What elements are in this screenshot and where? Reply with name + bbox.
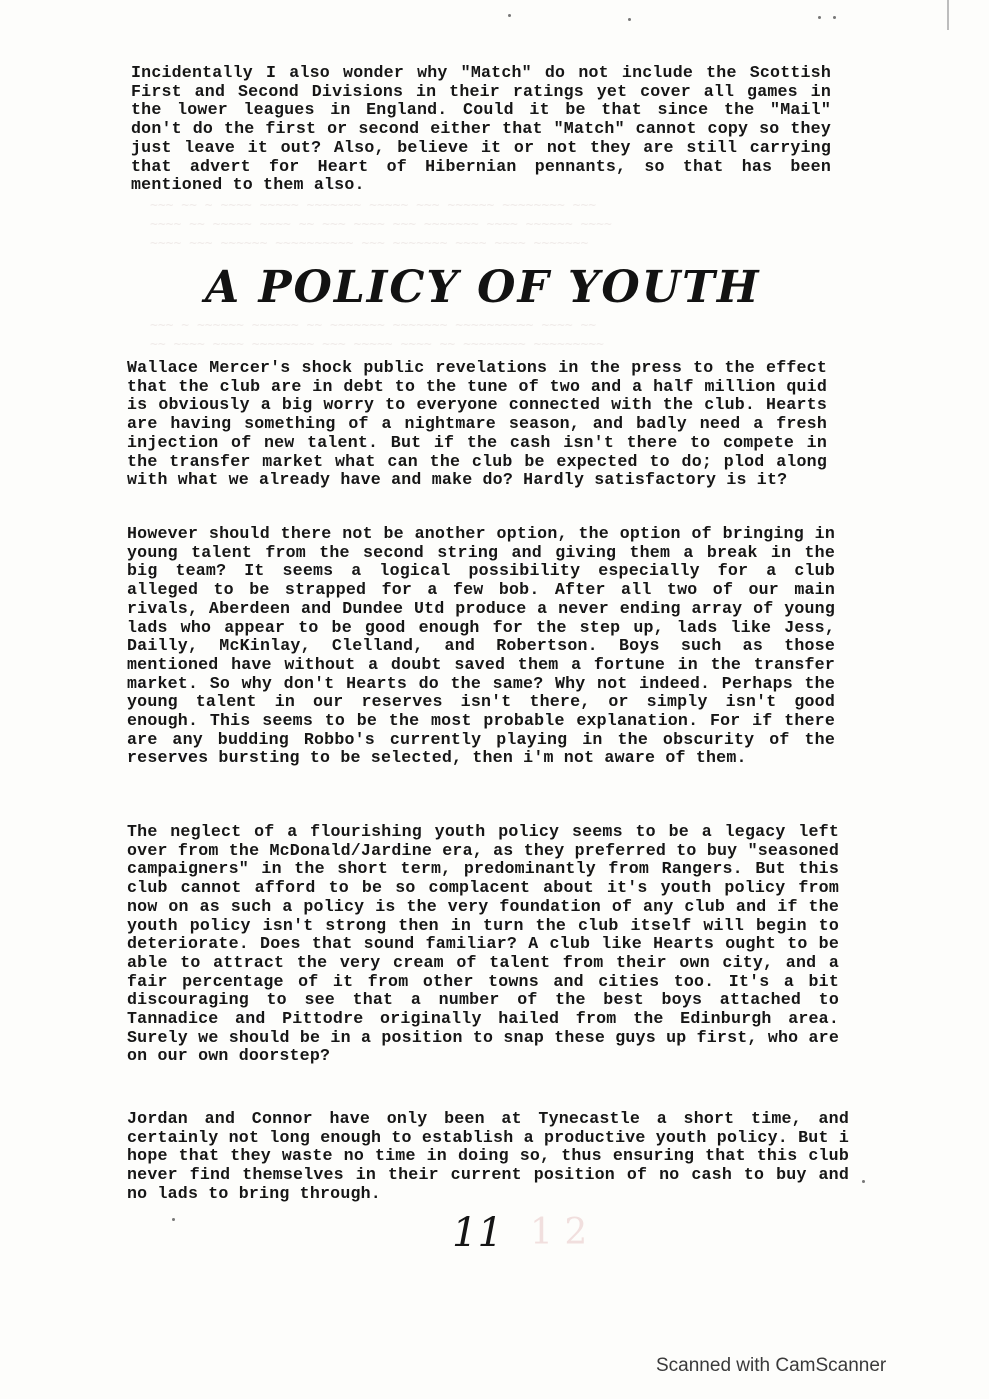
page-edge-line bbox=[947, 0, 949, 30]
article-paragraph: Jordan and Connor have only been at Tynecastle a short time, and certainly not long enough to establish a productive youth policy. But i hope that they waste no time in doing so, thus ensuring that this club never find themselves in their current position of no cash to buy and no lads to bring through. bbox=[127, 1109, 849, 1203]
scan-speck bbox=[862, 1180, 865, 1183]
scan-speck bbox=[172, 1218, 175, 1221]
bleed-through-area: ~~~ ~~ ~ ~~~~ ~~~~~ ~~~~~~~ ~~~~~ ~~~ ~~~~~~ ~~~~~~~~ ~~~ ~~~~ ~~ ~~~~~ ~~~~ ~~ ~~~ ~~~~ ~~~ ~~~~~~~ ~~~~ ~~~~~~ ~~~~ ~~~~ ~~~ ~~~~~~ ~~~~~~~~~~ ~~~ ~~~~~~~ ~~~~ ~~~~ ~~~~~~~ bbox=[150, 198, 612, 251]
scan-speck bbox=[818, 16, 821, 19]
scanner-watermark: Scanned with CamScanner bbox=[656, 1355, 887, 1376]
page-number-bleed-through: 1 2 bbox=[530, 1212, 588, 1253]
page-number: 11 bbox=[452, 1210, 503, 1256]
bleed-through-area: ~~~ ~ ~~~~~~ ~~~~~~ ~~ ~~~~~~~ ~~~~~~~ ~~~~~~~~~~ ~~~~ ~~ ~~ ~~~~ ~~~~ ~~~~~~~~ ~~~ ~~~~~ ~~~~ ~~ ~~~~~~~~ ~~~~~~~~~ bbox=[150, 318, 604, 352]
scan-speck bbox=[508, 14, 511, 17]
intro-paragraph: Incidentally I also wonder why "Match" do not include the Scottish First and Second Divisions in their ratings yet cover all games in the lower leagues in England. Could it be that since the "Mail" don't do the first or second either that "Match" cannot copy so they just leave it out? Also, believe it or not they are still carrying that advert for Heart of Hibernian pennants, so that has been mentioned to them also. bbox=[131, 63, 831, 195]
article-title: A POLICY OF YOUTH bbox=[205, 262, 761, 313]
article-paragraph: Wallace Mercer's shock public revelations in the press to the effect that the club are in debt to the tune of two and a half million quid is obviously a big worry to everyone connected with the club. Hearts are having something of a nightmare season, and badly need a fresh injection of new talent. But if the cash isn't there to compete in the transfer market what can the club be expected to do; plod along with what we already have and make do? Hardly satisfactory is it? bbox=[127, 358, 827, 490]
scan-speck bbox=[833, 16, 836, 19]
article-paragraph: The neglect of a flourishing youth policy seems to be a legacy left over from the McDonald/Jardine era, as they preferred to buy "seasoned campaigners" in the short term, predominantly from Rangers. But this club cannot afford to be so complacent about it's youth policy from now on as such a policy is the very foundation of any club and if the youth policy isn't strong then in turn the club itself will begin to deteriorate. Does that sound familiar? A club like Hearts ought to be able to attract the very cream of talent from their own city, and a fair percentage of it from other towns and cities too. It's a bit discouraging to see that a number of the best boys attached to Tannadice and Pittodre originally hailed from the Edinburgh area. Surely we should be in a position to snap these guys up first, who are on our own doorstep? bbox=[127, 822, 839, 1066]
scan-speck bbox=[628, 18, 631, 21]
article-paragraph: However should there not be another option, the option of bringing in young talent from the second string and giving them a break in the big team? It seems a logical possibility especially for a club alleged to be strapped for a few bob. After all two of our main rivals, Aberdeen and Dundee Utd produce a never ending array of young lads who appear to be good enough for the step up, lads like Jess, Dailly, McKinlay, Clelland, and Robertson. Boys such as those mentioned have without a doubt saved them a fortune in the transfer market. So why don't Hearts do the same? Why not indeed. Perhaps the young talent in our reserves isn't there, or simply isn't good enough. This seems to be the most probable explanation. For if there are any budding Robbo's currently playing in the obscurity of the reserves bursting to be selected, then i'm not aware of them. bbox=[127, 524, 835, 768]
